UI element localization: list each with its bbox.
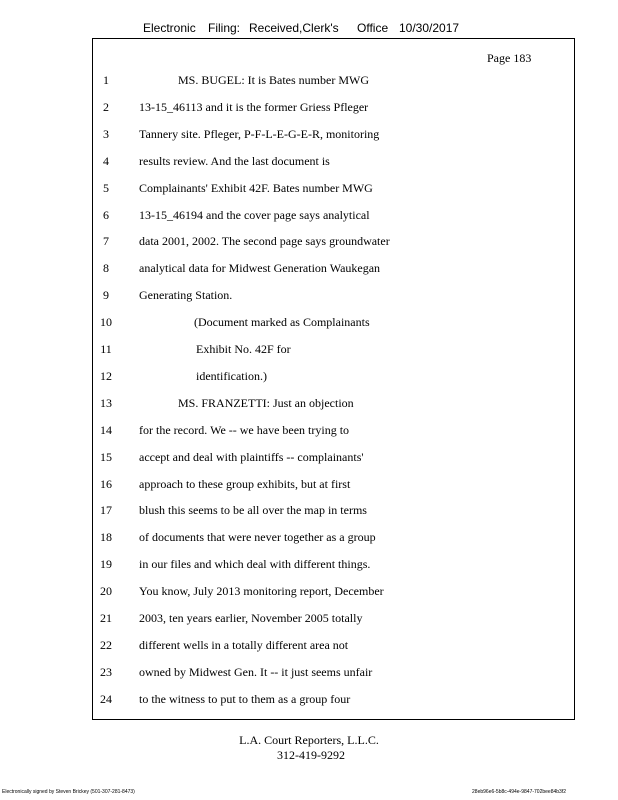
line-text: MS. FRANZETTI: Just an objection	[178, 395, 354, 410]
line-text: in our files and which deal with different things.	[139, 557, 371, 572]
line-number: 5	[103, 180, 109, 195]
line-text: (Document marked as Complainants	[194, 315, 370, 330]
line-text: Tannery site. Pfleger, P-F-L-E-G-E-R, monitoring	[139, 126, 380, 141]
transcript-line	[0, 530, 618, 548]
line-number: 21	[100, 611, 112, 625]
line-text: for the record. We -- we have been trying to	[139, 422, 350, 437]
transcript-line	[0, 288, 618, 306]
line-number: 11	[100, 342, 112, 356]
line-text: Exhibit No. 42F for	[196, 342, 291, 356]
transcript-line	[0, 450, 618, 468]
transcript-line	[0, 423, 618, 441]
line-text: 2003, ten years earlier, November 2005 totally	[139, 611, 363, 625]
line-text: results review. And the last document is	[139, 153, 330, 168]
transcript-line	[0, 369, 618, 387]
line-number: 1	[103, 73, 109, 87]
line-number: 10	[100, 315, 112, 330]
transcript-line	[0, 127, 618, 145]
line-number: 4	[103, 153, 109, 168]
line-text: owned by Midwest Gen. It -- it just seems unfair	[139, 664, 373, 679]
line-text: data 2001, 2002. The second page says groundwater	[139, 234, 390, 249]
line-text: different wells in a totally different area not	[139, 637, 349, 652]
line-text: 13-15_46194 and the cover page says analytical	[139, 207, 370, 222]
header-word-office: Office	[357, 21, 389, 35]
line-number: 24	[100, 691, 112, 706]
transcript-line	[0, 584, 618, 602]
line-number: 17	[100, 503, 112, 518]
line-number: 6	[103, 207, 109, 222]
transcript-line	[0, 503, 618, 521]
line-text: approach to these group exhibits, but at first	[139, 476, 351, 491]
transcript-line	[0, 638, 618, 656]
line-number: 18	[100, 530, 112, 545]
footer-company: L.A. Court Reporters, L.L.C.	[239, 733, 379, 747]
transcript-line	[0, 396, 618, 414]
line-text: accept and deal with plaintiffs -- complainants'	[139, 449, 364, 464]
line-number: 14	[100, 422, 112, 437]
header-word-electronic: Electronic	[143, 21, 196, 35]
transcript-line	[0, 154, 618, 172]
line-text: of documents that were never together as a group	[139, 530, 376, 545]
signature-left: Electronically signed by Steven Brickey (501-307-281-8473)	[2, 789, 135, 795]
transcript-line	[0, 665, 618, 683]
line-text: MS. BUGEL: It is Bates number MWG	[178, 73, 369, 87]
filing-header	[0, 21, 618, 37]
line-text: 13-15_46113 and it is the former Griess Pfleger	[139, 99, 369, 114]
line-text: Complainants' Exhibit 42F. Bates number MWG	[139, 180, 373, 195]
transcript-line	[0, 261, 618, 279]
transcript-line	[0, 557, 618, 575]
transcript-line	[0, 611, 618, 629]
line-number: 13	[100, 395, 112, 410]
line-number: 9	[103, 288, 109, 303]
line-text: blush this seems to be all over the map in terms	[139, 503, 367, 518]
line-text: You know, July 2013 monitoring report, December	[139, 584, 384, 599]
line-number: 23	[100, 664, 112, 679]
page-number: Page 183	[487, 51, 532, 65]
header-date: 10/30/2017	[399, 21, 460, 35]
line-number: 22	[100, 637, 112, 652]
line-number: 15	[100, 449, 112, 464]
line-number: 20	[100, 584, 112, 599]
transcript-line	[0, 181, 618, 199]
footer-phone: 312-419-9292	[277, 748, 345, 762]
transcript-line	[0, 692, 618, 710]
line-number: 8	[103, 261, 109, 276]
signature-right: 28eb96e6-5b8c-494e-9847-702bee84b3f2	[472, 789, 566, 795]
line-text: analytical data for Midwest Generation Waukegan	[139, 261, 381, 276]
line-number: 2	[103, 99, 109, 114]
line-text: Generating Station.	[139, 288, 233, 303]
transcript-line	[0, 342, 618, 360]
transcript-line	[0, 100, 618, 118]
line-number: 7	[103, 234, 109, 249]
line-number: 3	[103, 126, 109, 141]
transcript-line	[0, 477, 618, 495]
header-word-filing: Filing:	[208, 21, 241, 35]
header-word-received: Received,Clerk's	[249, 21, 339, 35]
transcript-line	[0, 234, 618, 252]
transcript-line	[0, 315, 618, 333]
line-text: to the witness to put to them as a group four	[139, 691, 351, 706]
transcript-line	[0, 73, 618, 91]
line-text: identification.)	[196, 368, 267, 383]
transcript-line	[0, 208, 618, 226]
line-number: 19	[100, 557, 112, 572]
line-number: 16	[100, 476, 112, 491]
line-number: 12	[100, 368, 112, 383]
